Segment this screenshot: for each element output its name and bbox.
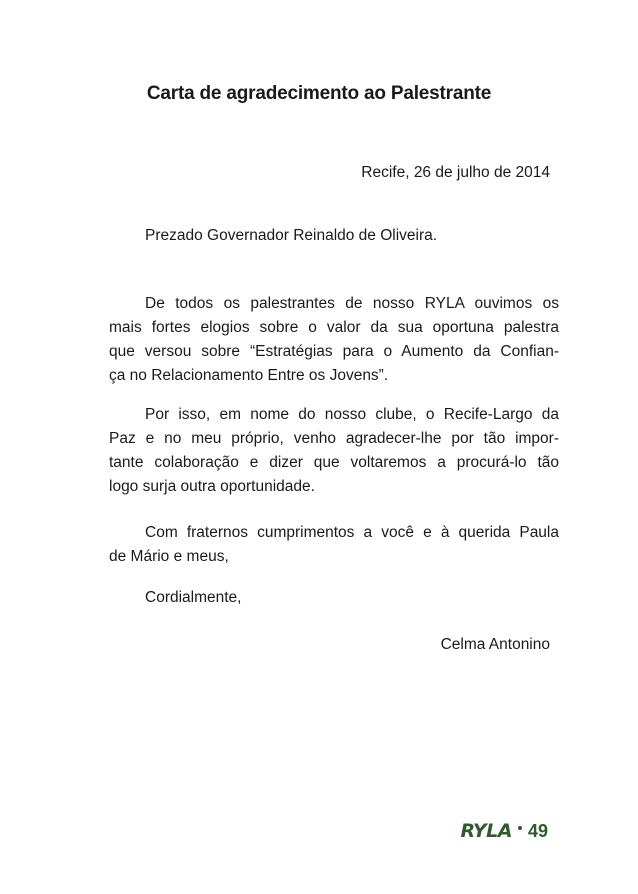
paragraph-line: Por isso, em nome do nosso clube, o Recife-Largo da xyxy=(145,406,559,423)
paragraph-line: Com fraternos cumprimentos a você e à querida Paula xyxy=(145,524,559,541)
paragraph-line: mais fortes elogios sobre o valor da sua oportuna palestra xyxy=(109,319,559,336)
letter-title: Carta de agradecimento ao Palestrante xyxy=(146,83,492,104)
paragraph-line: ça no Relacionamento Entre os Jovens”. xyxy=(109,367,389,384)
paragraph-line: de Mário e meus, xyxy=(109,548,229,565)
paragraph-2 xyxy=(109,403,559,499)
paragraph-line: Paz e no meu próprio, venho agradecer-lhe por tão impor- xyxy=(109,430,559,447)
signature: Celma Antonino xyxy=(440,636,550,653)
paragraph-3 xyxy=(109,521,559,569)
paragraph-line: De todos os palestrantes de nosso RYLA ouvimos os xyxy=(145,295,559,312)
paragraph-line: logo surja outra oportunidade. xyxy=(109,478,315,495)
letter-date: Recife, 26 de julho de 2014 xyxy=(361,164,550,181)
paragraph-line: que versou sobre “Estratégias para o Aumento da Confian- xyxy=(109,343,559,360)
ryla-logo: RYLA xyxy=(460,820,512,842)
paragraph-line: tante colaboração e dizer que voltaremos a procurá-lo tão xyxy=(109,454,559,471)
paragraph-1 xyxy=(109,292,559,388)
closing: Cordialmente, xyxy=(145,589,242,606)
salutation: Prezado Governador Reinaldo de Oliveira. xyxy=(145,227,438,244)
page-footer xyxy=(461,820,549,842)
page-number: 49 xyxy=(527,820,548,841)
separator-dot xyxy=(518,826,522,830)
